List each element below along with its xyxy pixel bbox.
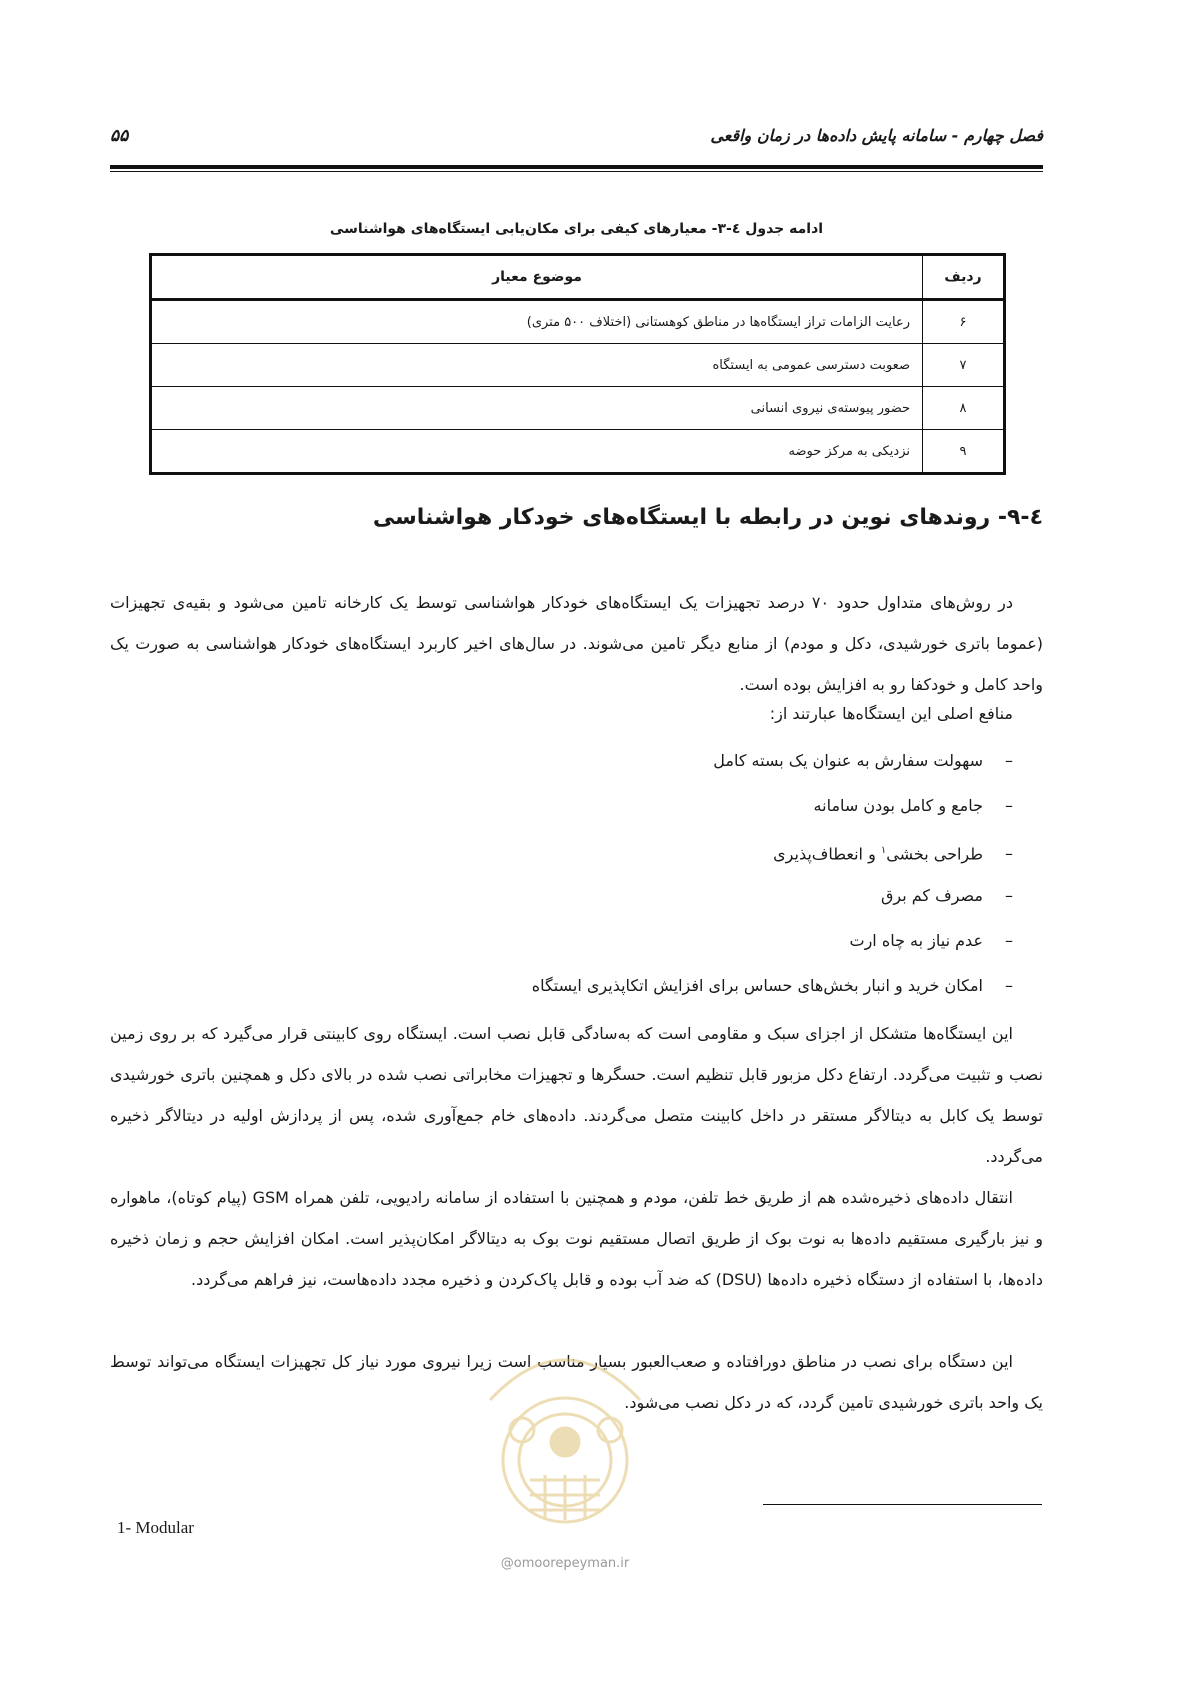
list-item-text: طراحی بخشی — [886, 844, 983, 864]
dash-bullet: – — [1005, 844, 1013, 864]
list-item-text: جامع و کامل بودن سامانه — [813, 796, 983, 815]
list-item-text-continued: و انعطاف‌پذیری — [773, 844, 881, 864]
list-item — [110, 873, 1013, 918]
page-number: ۵۵ — [110, 126, 129, 146]
dash-bullet: – — [1005, 931, 1013, 950]
table-row — [151, 387, 1005, 430]
list-item — [110, 828, 1013, 873]
watermark-url: @omoorepeyman.ir — [500, 1556, 630, 1571]
table-row — [151, 300, 1005, 344]
row-text: رعایت الزامات تراز ایستگاه‌ها در مناطق کوهستانی (اختلاف ۵۰۰ متری) — [151, 300, 923, 344]
list-item — [110, 918, 1013, 963]
row-number: ۷ — [923, 344, 1005, 387]
column-header-row-number: ردیف — [923, 255, 1005, 300]
header-rule-thick — [110, 165, 1043, 169]
row-text: صعوبت دسترسی عمومی به ایستگاه — [151, 344, 923, 387]
table-row — [151, 344, 1005, 387]
list-item — [110, 783, 1013, 828]
dash-bullet: – — [1005, 976, 1013, 995]
row-text: حضور پیوسته‌ی نیروی انسانی — [151, 387, 923, 430]
footnote-marker[interactable]: ۱ — [880, 845, 887, 856]
table-header-row — [151, 255, 1005, 300]
table-row — [151, 430, 1005, 474]
running-header — [110, 126, 1043, 158]
footnote: 1- Modular — [117, 1518, 194, 1537]
benefits-list — [110, 738, 1013, 1008]
list-item-text: مصرف کم برق — [881, 886, 983, 905]
table-caption: ادامه جدول ٤-٣- معیارهای کیفی برای مکان‌یابی ایستگاه‌های هواشناسی — [329, 221, 824, 237]
watermark-logo — [470, 1330, 660, 1580]
list-item-text: سهولت سفارش به عنوان یک بسته کامل — [713, 751, 983, 770]
footnote-divider — [763, 1504, 1042, 1505]
paragraph-intro: در روش‌های متداول حدود ۷۰ درصد تجهیزات یک ایستگاه‌های خودکار هواشناسی توسط یک کارخانه تامین می‌شود و بقیه‌ی تجهیزات (عموما باتری خورشیدی، دکل و مودم) از منابع دیگر تامین می‌شوند. در سال‌های اخیر کاربرد ایستگاه‌های خودکار هواشناسی به صورت یک واحد کامل و خودکفا رو به افزایش بوده است. — [110, 593, 1043, 694]
header-rule-thin — [110, 171, 1043, 172]
watermark-seal-icon — [470, 1330, 660, 1550]
criteria-table — [149, 253, 1006, 475]
paragraph-remote-install: این دستگاه برای نصب در مناطق دورافتاده و صعب‌العبور بسیار مناسب است زیرا نیروی مورد نیاز کل تجهیزات ایستگاه می‌تواند توسط یک واحد باتری خورشیدی تامین گردد، که در دکل نصب می‌شود. — [110, 1352, 1043, 1412]
paragraph-components: این ایستگاه‌ها متشکل از اجزای سبک و مقاومی است که به‌سادگی قابل نصب است. ایستگاه روی کابینتی قرار می‌گیرد که بر روی زمین نصب و تثبیت می‌گردد. ارتفاع دکل مزبور قابل تنظیم است. حسگرها و تجهیزات مخابراتی نصب شده در بالای دکل و همچنین باتری خورشیدی توسط یک کابل به دیتالاگر مستقر در داخل کابینت متصل می‌گردند. داده‌های خام جمع‌آوری شده، پس از پردازش اولیه در دیتالاگر ذخیره می‌گردد. — [110, 1024, 1043, 1166]
row-text: نزدیکی به مرکز حوضه — [151, 430, 923, 474]
list-item-text: عدم نیاز به چاه ارت — [849, 931, 983, 950]
chapter-title: فصل چهارم - سامانه پایش داده‌ها در زمان واقعی — [710, 126, 1043, 145]
dash-bullet: – — [1005, 886, 1013, 905]
list-item — [110, 963, 1013, 1008]
list-item-text: امکان خرید و انبار بخش‌های حساس برای افزایش اتکاپذیری ایستگاه — [531, 976, 983, 995]
row-number: ۶ — [923, 300, 1005, 344]
row-number: ۹ — [923, 430, 1005, 474]
dash-bullet: – — [1005, 796, 1013, 815]
row-number: ۸ — [923, 387, 1005, 430]
section-heading: ٤-۹- روندهای نوین در رابطه با ایستگاه‌های خودکار هواشناسی — [372, 505, 1043, 530]
paragraph-data-transfer: انتقال داده‌های ذخیره‌شده هم از طریق خط تلفن، مودم و همچنین با استفاده از سامانه رادیویی، تلفن همراه GSM (پیام کوتاه)، ماهواره و نیز بارگیری مستقیم داده‌ها به نوت بوک از طریق اتصال مستقیم نوت بوک به دیتالاگر امکان‌پذیر است. امکان افزایش حجم و زمان ذخیره داده‌ها، با استفاده از دستگاه ذخیره داده‌ها (DSU) که ضد آب بوده و قابل پاک‌کردن و ذخیره مجدد داده‌هاست، نیز فراهم می‌گردد. — [110, 1188, 1043, 1289]
list-item — [110, 738, 1013, 783]
dash-bullet: – — [1005, 751, 1013, 770]
benefits-lead: منافع اصلی این ایستگاه‌ها عبارتند از: — [769, 704, 1013, 723]
column-header-topic: موضوع معیار — [151, 255, 923, 300]
